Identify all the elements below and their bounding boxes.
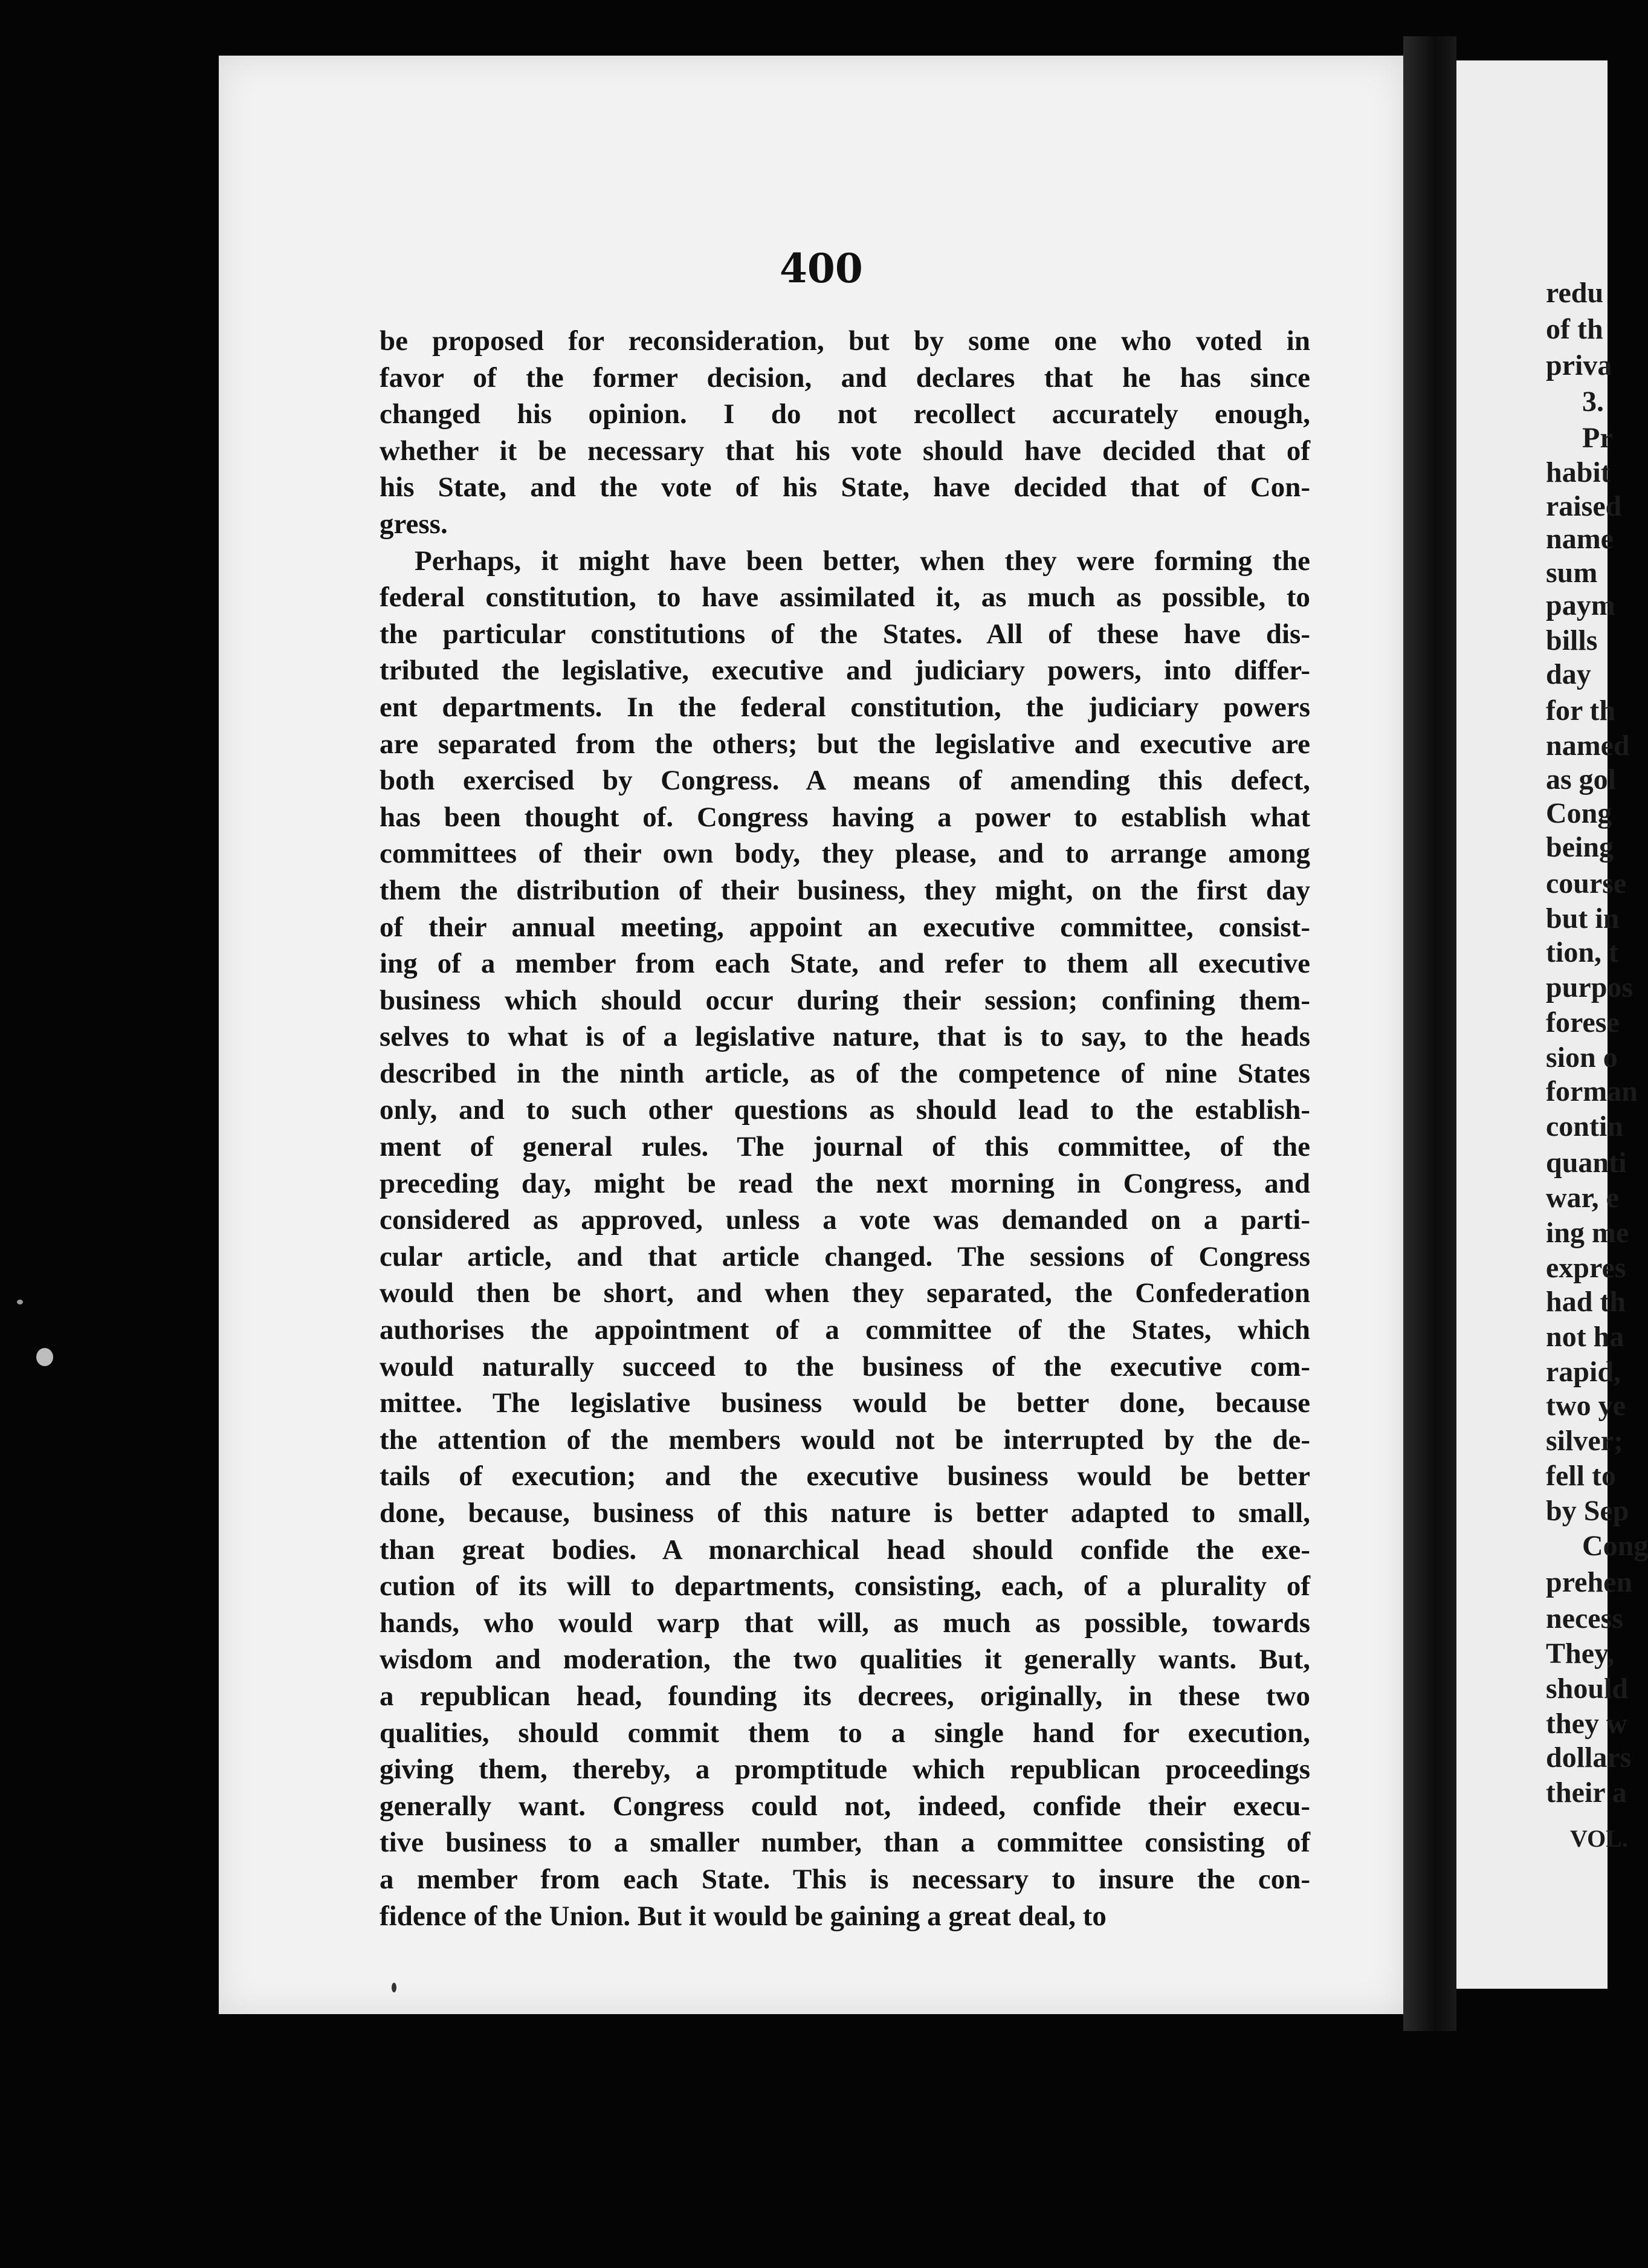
book-gutter: [1403, 36, 1456, 2031]
text-line: tails of execution; and the executive business would be better: [380, 1460, 1310, 1492]
facing-page-line-fragment: raised: [1546, 490, 1622, 522]
facing-page-line-fragment: expres: [1546, 1252, 1626, 1284]
text-line: of their annual meeting, appoint an executive committee, consist-: [380, 911, 1310, 943]
facing-page-line-fragment: being: [1546, 831, 1614, 863]
text-line: would then be short, and when they separated, the Confederation: [380, 1277, 1310, 1309]
text-line: only, and to such other questions as should lead to the establish-: [380, 1094, 1310, 1126]
page-speck: [392, 1983, 396, 1992]
text-line: than great bodies. A monarchical head should confide the exe-: [380, 1534, 1310, 1566]
text-line: mittee. The legislative business would be better done, because: [380, 1387, 1310, 1419]
facing-page-line-fragment: not ha: [1546, 1321, 1624, 1353]
facing-page-line-fragment: purpos: [1546, 971, 1633, 1003]
facing-page-line-fragment: their a: [1546, 1777, 1627, 1809]
facing-page-line-fragment: name: [1546, 523, 1614, 555]
text-line: committees of their own body, they please, and to arrange among: [380, 838, 1310, 870]
facing-page-line-fragment: prehen: [1546, 1566, 1633, 1598]
facing-page-line-fragment: they w: [1546, 1708, 1627, 1740]
facing-page-line-fragment: forman: [1546, 1075, 1638, 1107]
text-line: them the distribution of their business, they might, on the first day: [380, 874, 1310, 906]
text-line: authorises the appointment of a committee of the States, which: [380, 1314, 1310, 1346]
text-line: federal constitution, to have assimilated it, as much as possible, to: [380, 582, 1310, 614]
facing-page-line-fragment: named: [1546, 730, 1630, 762]
facing-page-line-fragment: as gol: [1546, 763, 1617, 795]
facing-page-line-fragment: redu: [1546, 277, 1604, 309]
text-line: the attention of the members would not be interrupted by the de-: [380, 1424, 1310, 1456]
text-line: ing of a member from each State, and refer to them all executive: [380, 948, 1310, 980]
facing-page-line-fragment: ing me: [1546, 1217, 1629, 1249]
text-line: be proposed for reconsideration, but by some one who voted in: [380, 325, 1310, 357]
body-text: [380, 323, 1310, 1934]
facing-page-line-fragment: 3.: [1582, 386, 1604, 418]
text-line: would naturally succeed to the business of the executive com-: [380, 1350, 1310, 1382]
facing-page-line-fragment: sum: [1546, 557, 1598, 589]
facing-page-line-fragment: day: [1546, 658, 1591, 690]
facing-page-line-fragment: They,: [1546, 1638, 1615, 1670]
text-line: business which should occur during their session; confining them-: [380, 984, 1310, 1016]
facing-page-line-fragment: should: [1546, 1673, 1629, 1705]
text-line: generally want. Congress could not, indeed, confide their execu-: [380, 1790, 1310, 1822]
page-number: 400: [780, 245, 863, 292]
facing-page-line-fragment: fell to: [1546, 1460, 1616, 1492]
text-line: whether it be necessary that his vote should have decided that of: [380, 435, 1310, 467]
text-line: his State, and the vote of his State, have decided that of Con-: [380, 471, 1310, 504]
text-line: Perhaps, it might have been better, when they were forming the: [415, 545, 1310, 577]
text-line: tive business to a smaller number, than a committee consisting of: [380, 1827, 1310, 1859]
page-speck: [17, 1300, 23, 1304]
facing-page-line-fragment: tion, t: [1546, 936, 1618, 968]
text-line: hands, who would warp that will, as much as possible, towards: [380, 1607, 1310, 1639]
text-line: giving them, thereby, a promptitude which republican proceedings: [380, 1754, 1310, 1786]
facing-page-line-fragment: for th: [1546, 695, 1616, 727]
text-line: a republican head, founding its decrees, originally, in these two: [380, 1680, 1310, 1712]
facing-page-line-fragment: course: [1546, 867, 1627, 899]
facing-page-line-fragment: war, e: [1546, 1182, 1619, 1214]
facing-page-line-fragment: necess: [1546, 1602, 1623, 1635]
facing-page-line-fragment: quanti: [1546, 1147, 1627, 1179]
facing-page-line-fragment: sion o: [1546, 1042, 1618, 1074]
facing-page-line-fragment: forese: [1546, 1006, 1620, 1038]
text-line: cular article, and that article changed. The sessions of Congress: [380, 1240, 1310, 1272]
text-line: favor of the former decision, and declares that he has since: [380, 361, 1310, 394]
facing-page-edge: [1456, 60, 1648, 1989]
facing-page-line-fragment: Cong: [1546, 797, 1612, 829]
facing-page-line-fragment: of th: [1546, 313, 1603, 345]
text-line: both exercised by Congress. A means of amending this defect,: [380, 765, 1310, 797]
text-line: done, because, business of this nature is better adapted to small,: [380, 1497, 1310, 1529]
facing-page-line-fragment: bills: [1546, 624, 1598, 656]
text-line: changed his opinion. I do not recollect accurately enough,: [380, 398, 1310, 430]
facing-page-line-fragment: had th: [1546, 1286, 1626, 1318]
text-line: has been thought of. Congress having a power to establish what: [380, 801, 1310, 833]
text-line: ment of general rules. The journal of this committee, of the: [380, 1131, 1310, 1163]
facing-page-line-fragment: rapid,: [1546, 1356, 1621, 1388]
facing-page-line-fragment: silver;: [1546, 1425, 1623, 1457]
text-line: ent departments. In the federal constitution, the judiciary powers: [380, 691, 1310, 723]
text-line: cution of its will to departments, consisting, each, of a plurality of: [380, 1570, 1310, 1602]
page-speck: [36, 1348, 53, 1366]
text-line: qualities, should commit them to a single hand for execution,: [380, 1717, 1310, 1749]
facing-page-line-fragment: habit: [1546, 456, 1611, 488]
facing-page-line-fragment: dollars: [1546, 1742, 1632, 1774]
facing-page-line-fragment: by Sep: [1546, 1495, 1629, 1527]
facing-page-line-fragment: contin: [1546, 1110, 1624, 1142]
facing-page-line-fragment: Cong: [1582, 1530, 1648, 1562]
text-line: preceding day, might be read the next morning in Congress, and: [380, 1167, 1310, 1199]
text-line: considered as approved, unless a vote was demanded on a parti-: [380, 1204, 1310, 1236]
text-line: wisdom and moderation, the two qualities it generally wants. But,: [380, 1644, 1310, 1676]
text-line: the particular constitutions of the States. All of these have dis-: [380, 618, 1310, 650]
text-line: are separated from the others; but the legislative and executive are: [380, 728, 1310, 760]
facing-page-line-fragment: two ye: [1546, 1390, 1626, 1422]
facing-page-line-fragment: priva: [1546, 349, 1612, 381]
text-line: a member from each State. This is necessary to insure the con-: [380, 1863, 1310, 1895]
facing-page-line-fragment: VOL.: [1570, 1825, 1628, 1852]
text-line: selves to what is of a legislative nature, that is to say, to the heads: [380, 1021, 1310, 1053]
facing-page-line-fragment: paym: [1546, 589, 1615, 621]
text-line: fidence of the Union. But it would be gaining a great deal, to: [380, 1900, 1107, 1932]
text-line: gress.: [380, 508, 448, 540]
facing-page-line-fragment: Pr: [1582, 422, 1613, 454]
text-line: tributed the legislative, executive and judiciary powers, into differ-: [380, 655, 1310, 687]
text-line: described in the ninth article, as of the competence of nine States: [380, 1057, 1310, 1089]
facing-page-line-fragment: but in: [1546, 902, 1620, 935]
